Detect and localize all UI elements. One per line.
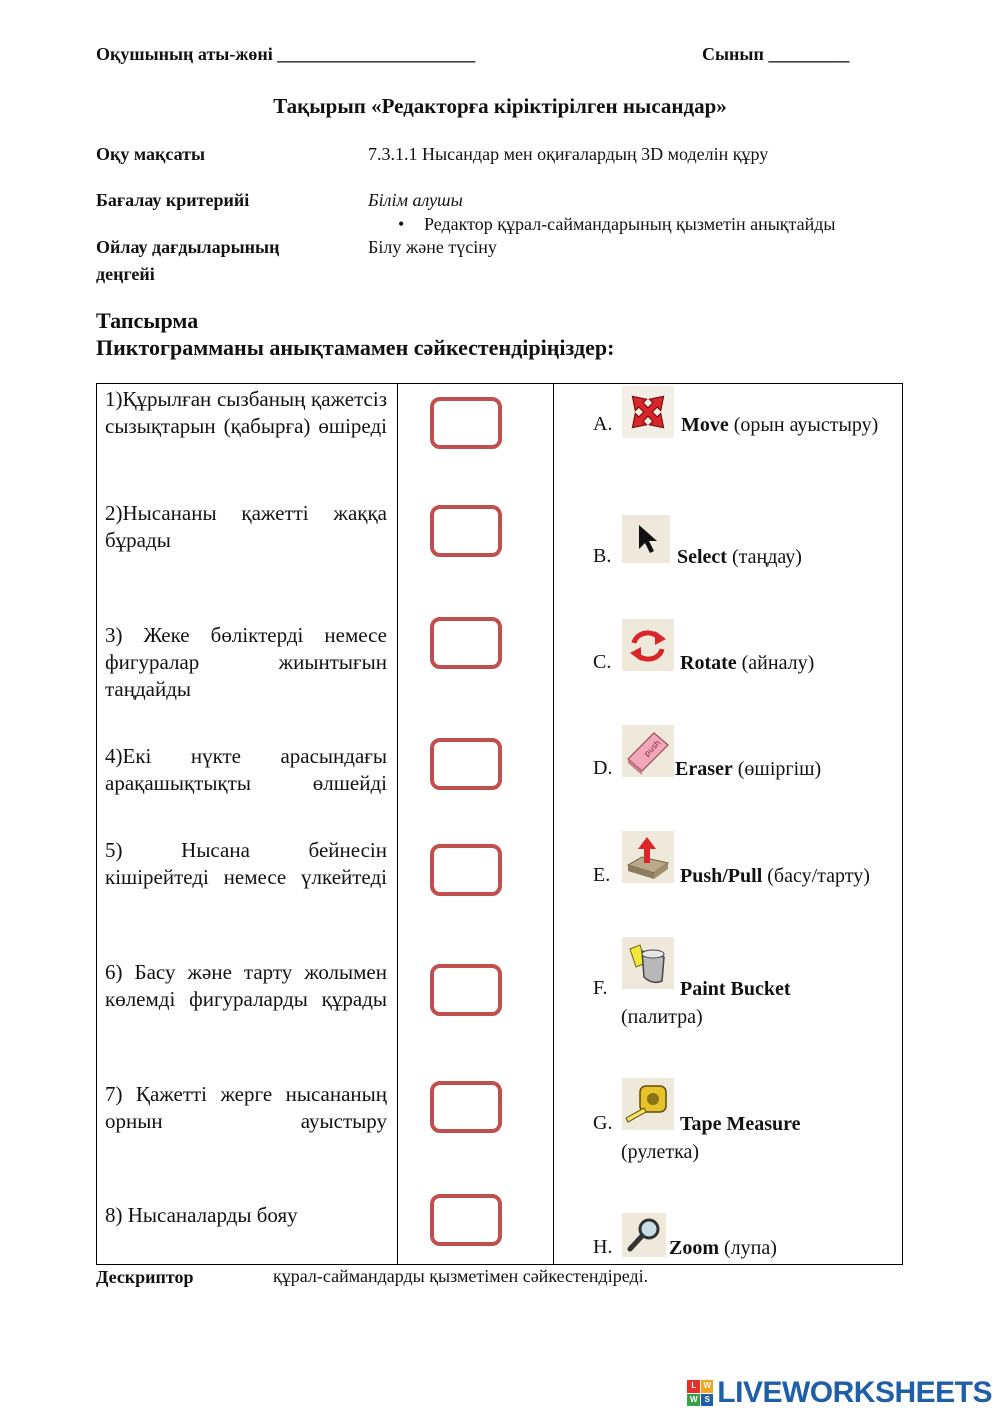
option-letter-b: B. bbox=[593, 545, 612, 567]
option-f-text bbox=[621, 975, 891, 1031]
option-h-desc: (лупа) bbox=[724, 1237, 777, 1259]
descriptor-value: құрал-саймандарды қызметімен сәйкестендіреді. bbox=[273, 1266, 649, 1286]
matching-table bbox=[96, 383, 903, 1265]
task-heading: Тапсырма bbox=[96, 308, 199, 333]
option-c-name: Rotate bbox=[680, 652, 737, 674]
goal-value: 7.3.1.1 Нысандар мен оқиғалардың 3D моделін құру bbox=[368, 144, 769, 164]
answer-box-2[interactable] bbox=[430, 505, 502, 557]
criteria-label: Бағалау критерийі bbox=[96, 190, 250, 210]
option-c-desc: (айналу) bbox=[741, 652, 815, 674]
option-letter-d: D. bbox=[593, 757, 613, 779]
logo-mark-icon: L W W S bbox=[687, 1380, 713, 1406]
question-2: 2)Нысананы қажетті жаққа бұрады bbox=[105, 501, 387, 552]
question-7: 7) Қажетті жерге нысананың орнын ауыстыру bbox=[105, 1082, 387, 1133]
option-h-text bbox=[669, 1234, 777, 1262]
answer-box-6[interactable] bbox=[430, 964, 502, 1016]
option-letter-e: E. bbox=[593, 864, 611, 886]
criteria-value: Білім алушы bbox=[368, 190, 463, 210]
goal-label: Оқу мақсаты bbox=[96, 144, 206, 164]
logo-text: LIVEWORKSHEETS bbox=[717, 1376, 992, 1409]
task-instruction: Пиктограмманы анықтамамен сәйкестендіріңіздер: bbox=[96, 335, 615, 360]
option-a-desc: (орын ауыстыру) bbox=[733, 414, 879, 436]
option-d-desc: (өшіргіш) bbox=[737, 758, 822, 780]
option-b-name: Select bbox=[677, 546, 727, 568]
question-6: 6) Басу және тарту жолымен көлемді фигураларды құрады bbox=[105, 960, 387, 1011]
option-letter-a: A. bbox=[593, 413, 613, 435]
option-e-text bbox=[680, 862, 870, 890]
option-g-desc: (рулетка) bbox=[621, 1141, 700, 1163]
answer-box-7[interactable] bbox=[430, 1081, 502, 1133]
option-e-name: Push/Pull bbox=[680, 865, 763, 887]
option-f-name: Paint Bucket bbox=[680, 978, 791, 1000]
thinking-label-line2: деңгейі bbox=[96, 264, 155, 284]
answer-box-4[interactable] bbox=[430, 738, 502, 790]
column-divider bbox=[553, 384, 554, 1264]
option-f-desc: (палитра) bbox=[621, 1006, 703, 1028]
eraser-icon bbox=[622, 725, 674, 777]
criteria-bullet-text: Редактор құрал-саймандарының қызметін анықтайды bbox=[424, 214, 836, 234]
thinking-value: Білу және түсіну bbox=[368, 237, 497, 257]
answer-box-1[interactable] bbox=[430, 397, 502, 449]
thinking-label-line1: Ойлау дағдыларының bbox=[96, 237, 280, 257]
option-b-text bbox=[677, 543, 802, 571]
student-name-field bbox=[96, 44, 475, 65]
class-field bbox=[702, 44, 849, 65]
bullet-icon: • bbox=[398, 214, 405, 234]
question-5: 5) Нысана бейнесін кішірейтеді немесе үлкейтеді bbox=[105, 838, 387, 889]
push-pull-icon bbox=[622, 831, 674, 883]
svg-text:push: push bbox=[642, 738, 663, 759]
student-name-label: Оқушының аты-жөні bbox=[96, 44, 273, 64]
option-letter-c: C. bbox=[593, 651, 612, 673]
descriptor-label: Дескриптор bbox=[96, 1267, 194, 1287]
option-a-name: Move bbox=[681, 414, 729, 436]
question-1: 1)Құрылған сызбаның қажетсіз сызықтарын (қабырға) өшіреді bbox=[105, 387, 387, 438]
option-b-desc: (таңдау) bbox=[731, 546, 802, 568]
option-letter-h: H. bbox=[593, 1236, 613, 1258]
option-d-name: Eraser bbox=[675, 758, 733, 780]
liveworksheets-logo bbox=[687, 1376, 992, 1410]
student-name-line: ______________________ bbox=[277, 44, 476, 64]
option-a-text bbox=[621, 411, 891, 439]
zoom-icon bbox=[622, 1213, 666, 1257]
rotate-icon bbox=[622, 619, 674, 671]
option-d-text bbox=[675, 755, 821, 783]
page-title: Тақырып «Редакторға кіріктірілген нысандар» bbox=[273, 94, 727, 118]
option-letter-g: G. bbox=[593, 1112, 613, 1134]
option-e-desc: (басу/тарту) bbox=[767, 865, 870, 887]
column-divider bbox=[397, 384, 398, 1264]
question-4: 4)Екі нүкте арасындағы арақашықтықты өлшейді bbox=[105, 744, 387, 795]
class-label: Сынып bbox=[702, 44, 764, 64]
answer-box-8[interactable] bbox=[430, 1194, 502, 1246]
option-g-text bbox=[621, 1110, 891, 1166]
class-line: _________ bbox=[768, 44, 850, 64]
question-3: 3) Жеке бөліктерді немесе фигуралар жиынтығын таңдайды bbox=[105, 623, 387, 701]
option-letter-f: F. bbox=[593, 977, 608, 999]
question-8: 8) Нысаналарды бояу bbox=[105, 1203, 298, 1227]
criteria-bullet bbox=[398, 214, 836, 235]
option-g-name: Tape Measure bbox=[680, 1113, 801, 1135]
option-c-text bbox=[680, 649, 814, 677]
answer-box-5[interactable] bbox=[430, 844, 502, 896]
option-h-name: Zoom bbox=[669, 1237, 719, 1259]
answer-box-3[interactable] bbox=[430, 617, 502, 669]
select-icon bbox=[622, 515, 670, 563]
